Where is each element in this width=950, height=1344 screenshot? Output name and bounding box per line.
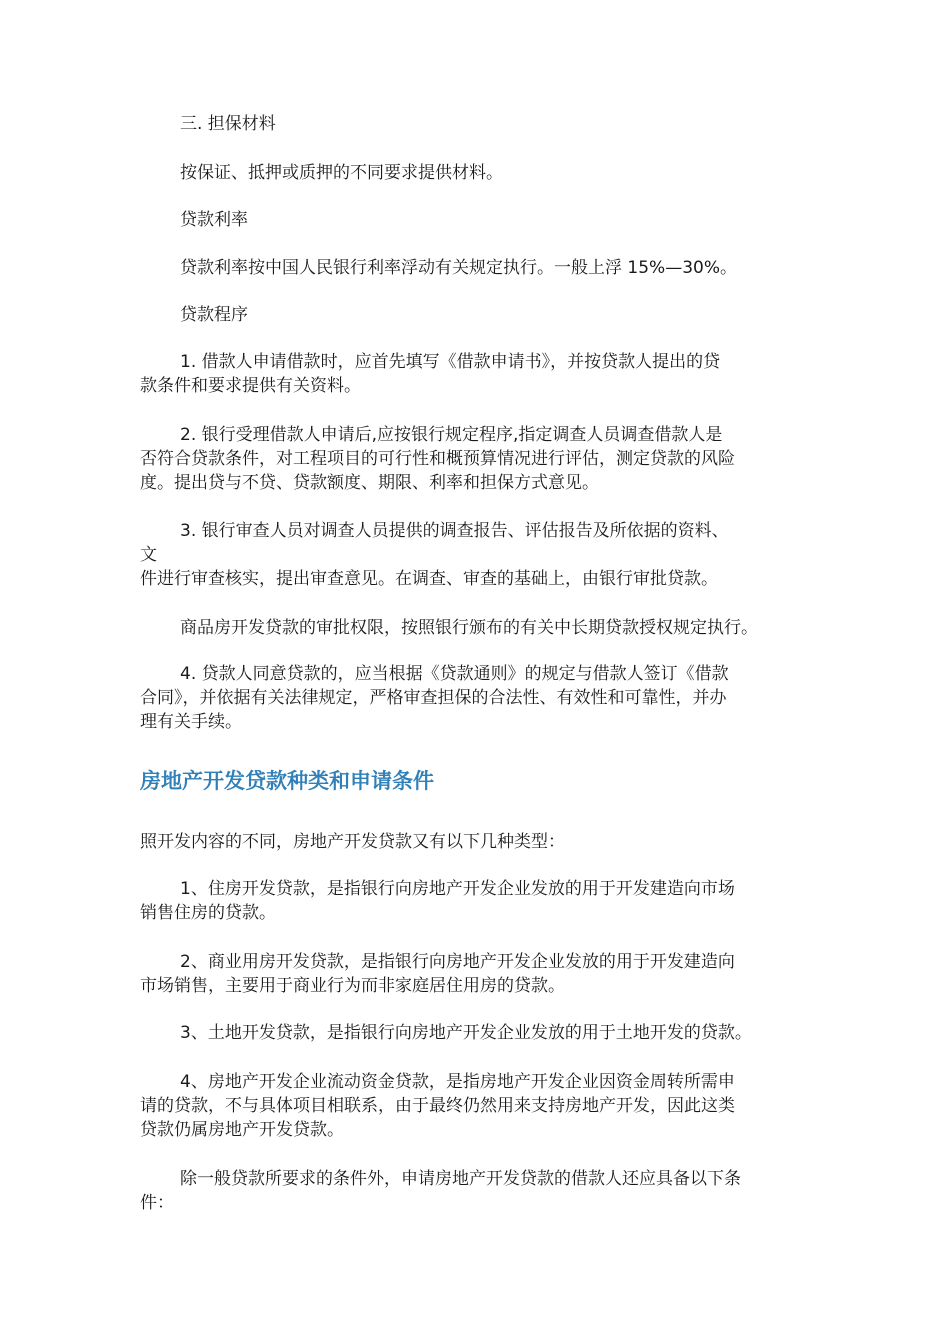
- procedure-step-3-line: 3. 银行审查人员对调查人员提供的调查报告、评估报告及所依据的资料、: [180, 521, 729, 541]
- paragraph-approval-authority: 商品房开发贷款的审批权限，按照银行颁布的有关中长期贷款授权规定执行。: [180, 618, 758, 638]
- procedure-step-2-line: 度。提出贷与不贷、贷款额度、期限、利率和担保方式意见。: [140, 473, 599, 493]
- loan-type-1-line: 1、住房开发贷款，是指银行向房地产开发企业发放的用于开发建造向市场: [180, 879, 735, 899]
- loan-type-4-line: 请的贷款，不与具体项目相联系，由于最终仍然用来支持房地产开发，因此这类: [140, 1096, 735, 1116]
- procedure-step-1-line: 款条件和要求提供有关资料。: [140, 376, 361, 396]
- procedure-step-4-line: 理有关手续。: [140, 712, 242, 732]
- section-heading-loan-types: 房地产开发贷款种类和申请条件: [140, 769, 434, 793]
- loan-type-2-line: 市场销售，主要用于商业行为而非家庭居住用房的贷款。: [140, 976, 565, 996]
- section-title-guarantee: 三. 担保材料: [180, 114, 276, 134]
- procedure-step-4-line: 合同》，并依据有关法律规定，严格审查担保的合法性、有效性和可靠性，并办: [140, 688, 727, 708]
- loan-type-4-line: 4、房地产开发企业流动资金贷款，是指房地产开发企业因资金周转所需申: [180, 1072, 735, 1092]
- loan-type-1-line: 销售住房的贷款。: [140, 903, 276, 923]
- procedure-step-1-line: 1. 借款人申请借款时，应首先填写《借款申请书》，并按贷款人提出的贷: [180, 352, 721, 372]
- procedure-step-2-line: 否符合贷款条件，对工程项目的可行性和概预算情况进行评估，测定贷款的风险: [140, 449, 735, 469]
- procedure-step-4-line: 4. 贷款人同意贷款的，应当根据《贷款通则》的规定与借款人签订《借款: [180, 664, 729, 684]
- procedure-step-3-line: 件进行审查核实，提出审查意见。在调查、审查的基础上，由银行审批贷款。: [140, 569, 718, 589]
- paragraph-conditions-line: 件：: [140, 1193, 174, 1213]
- paragraph-conditions-line: 除一般贷款所要求的条件外，申请房地产开发贷款的借款人还应具备以下条: [180, 1169, 741, 1189]
- section-title-procedure: 贷款程序: [180, 305, 248, 325]
- loan-type-2-line: 2、商业用房开发贷款，是指银行向房地产开发企业发放的用于开发建造向: [180, 952, 735, 972]
- loan-type-3: 3、土地开发贷款，是指银行向房地产开发企业发放的用于土地开发的贷款。: [180, 1023, 752, 1043]
- paragraph-guarantee: 按保证、抵押或质押的不同要求提供材料。: [180, 163, 503, 183]
- procedure-step-2-line: 2. 银行受理借款人申请后,应按银行规定程序,指定调查人员调查借款人是: [180, 425, 723, 445]
- paragraph-rate: 贷款利率按中国人民银行利率浮动有关规定执行。一般上浮 15%—30%。: [180, 258, 737, 278]
- paragraph-types-intro: 照开发内容的不同，房地产开发贷款又有以下几种类型：: [140, 832, 565, 852]
- section-title-rate: 贷款利率: [180, 210, 248, 230]
- procedure-step-3-line: 文: [140, 545, 157, 565]
- loan-type-4-line: 贷款仍属房地产开发贷款。: [140, 1120, 344, 1140]
